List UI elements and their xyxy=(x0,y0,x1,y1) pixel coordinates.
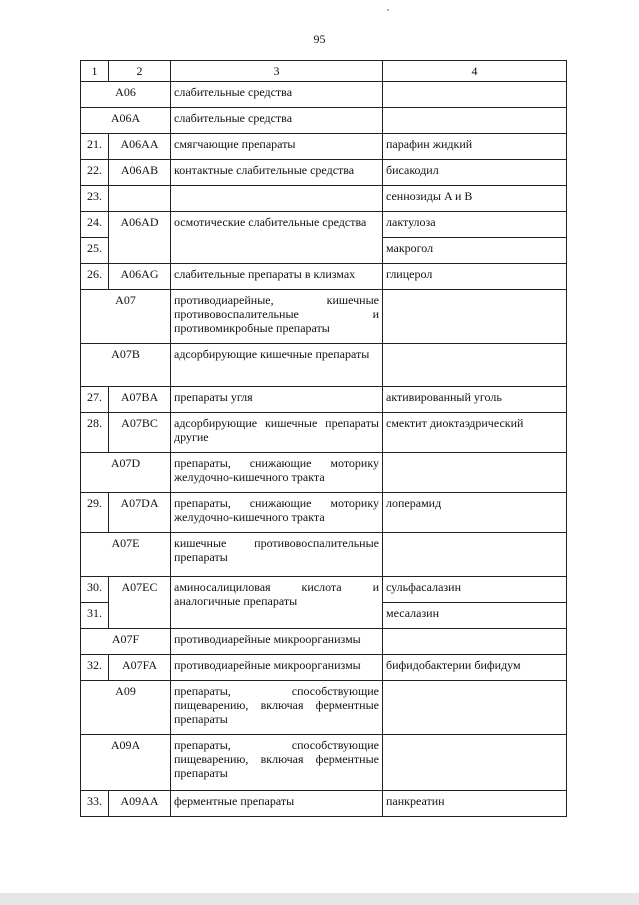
drug-cell xyxy=(383,453,567,493)
desc-cell: противодиарейные микроорганизмы xyxy=(171,655,383,681)
desc-cell: кишечные противовоспалительные препараты xyxy=(171,533,383,577)
drug-cell xyxy=(383,533,567,577)
table-row xyxy=(81,82,567,108)
desc-cell: препараты угля xyxy=(171,387,383,413)
table-row xyxy=(81,387,567,413)
code-cell: A07F xyxy=(81,629,171,655)
table-row xyxy=(81,453,567,493)
desc-cell: контактные слабительные средства xyxy=(171,160,383,186)
desc-cell: аминосалициловая кислота и аналогичные препараты xyxy=(171,577,383,629)
num-cell: 26. xyxy=(81,264,109,290)
page-number: 95 xyxy=(313,32,326,46)
drug-cell: глицерол xyxy=(383,264,567,290)
code-cell: A07B xyxy=(81,344,171,387)
desc-cell: слабительные средства xyxy=(171,108,383,134)
num-cell: 33. xyxy=(81,791,109,817)
table-row xyxy=(81,735,567,791)
table-row xyxy=(81,344,567,387)
drug-cell: активированный уголь xyxy=(383,387,567,413)
table-row xyxy=(81,629,567,655)
code-cell: A09A xyxy=(81,735,171,791)
code-cell: A07 xyxy=(81,290,171,344)
code-cell xyxy=(109,186,171,212)
table-row xyxy=(81,108,567,134)
code-cell: A09 xyxy=(81,681,171,735)
drug-cell: парафин жидкий xyxy=(383,134,567,160)
desc-cell: ферментные препараты xyxy=(171,791,383,817)
drug-cell: лоперамид xyxy=(383,493,567,533)
num-cell: 22. xyxy=(81,160,109,186)
num-cell: 31. xyxy=(81,603,109,629)
header-cell: 4 xyxy=(383,61,567,82)
desc-cell: противодиарейные, кишечные противовоспалительные и противомикробные препараты xyxy=(171,290,383,344)
code-cell: A06AA xyxy=(109,134,171,160)
table-row xyxy=(81,577,567,603)
table-row xyxy=(81,413,567,453)
num-cell: 25. xyxy=(81,238,109,264)
code-cell: A07EC xyxy=(109,577,171,629)
desc-cell: слабительные средства xyxy=(171,82,383,108)
code-cell: A09AA xyxy=(109,791,171,817)
table-row xyxy=(81,655,567,681)
num-cell: 23. xyxy=(81,186,109,212)
drug-cell: бифидобактерии бифидум xyxy=(383,655,567,681)
table-row xyxy=(81,290,567,344)
scan-speck xyxy=(387,9,389,11)
drug-cell: лактулоза xyxy=(383,212,567,238)
header-cell: 3 xyxy=(171,61,383,82)
drug-cell xyxy=(383,344,567,387)
table-row xyxy=(81,212,567,238)
num-cell: 28. xyxy=(81,413,109,453)
num-cell: 30. xyxy=(81,577,109,603)
drug-cell: смектит диоктаэдрический xyxy=(383,413,567,453)
desc-cell: смягчающие препараты xyxy=(171,134,383,160)
drug-cell: бисакодил xyxy=(383,160,567,186)
table-row xyxy=(81,160,567,186)
drug-cell xyxy=(383,735,567,791)
desc-cell: препараты, снижающие моторику желудочно-кишечного тракта xyxy=(171,493,383,533)
drug-cell xyxy=(383,629,567,655)
num-cell: 29. xyxy=(81,493,109,533)
desc-cell: препараты, способствующие пищеварению, включая ферментные препараты xyxy=(171,735,383,791)
num-cell: 24. xyxy=(81,212,109,238)
table-row xyxy=(81,186,567,212)
table-row xyxy=(81,791,567,817)
drug-cell xyxy=(383,108,567,134)
drug-cell: панкреатин xyxy=(383,791,567,817)
desc-cell: адсорбирующие кишечные препараты другие xyxy=(171,413,383,453)
num-cell: 21. xyxy=(81,134,109,160)
desc-cell: противодиарейные микроорганизмы xyxy=(171,629,383,655)
drug-cell: сульфасалазин xyxy=(383,577,567,603)
table-header-row xyxy=(81,61,567,82)
code-cell: A07BA xyxy=(109,387,171,413)
code-cell: A06 xyxy=(81,82,171,108)
code-cell: A07DA xyxy=(109,493,171,533)
drug-cell xyxy=(383,681,567,735)
desc-cell xyxy=(171,186,383,212)
drug-cell xyxy=(383,290,567,344)
header-cell: 1 xyxy=(81,61,109,82)
desc-cell: препараты, способствующие пищеварению, включая ферментные препараты xyxy=(171,681,383,735)
code-cell: A07D xyxy=(81,453,171,493)
table-row xyxy=(81,681,567,735)
table-row xyxy=(81,134,567,160)
code-cell: A07E xyxy=(81,533,171,577)
scan-bottom-edge xyxy=(0,893,639,905)
code-cell: A06AG xyxy=(109,264,171,290)
num-cell: 27. xyxy=(81,387,109,413)
desc-cell: слабительные препараты в клизмах xyxy=(171,264,383,290)
code-cell: A06AD xyxy=(109,212,171,264)
table-row xyxy=(81,264,567,290)
desc-cell: препараты, снижающие моторику желудочно-кишечного тракта xyxy=(171,453,383,493)
drug-cell: сеннозиды A и B xyxy=(383,186,567,212)
medication-table xyxy=(80,60,567,817)
num-cell: 32. xyxy=(81,655,109,681)
drug-cell: макрогол xyxy=(383,238,567,264)
table-row xyxy=(81,533,567,577)
drug-cell xyxy=(383,82,567,108)
desc-cell: адсорбирующие кишечные препараты xyxy=(171,344,383,387)
code-cell: A07BC xyxy=(109,413,171,453)
drug-cell: месалазин xyxy=(383,603,567,629)
code-cell: A07FA xyxy=(109,655,171,681)
table-row xyxy=(81,493,567,533)
code-cell: A06A xyxy=(81,108,171,134)
header-cell: 2 xyxy=(109,61,171,82)
code-cell: A06AB xyxy=(109,160,171,186)
desc-cell: осмотические слабительные средства xyxy=(171,212,383,264)
